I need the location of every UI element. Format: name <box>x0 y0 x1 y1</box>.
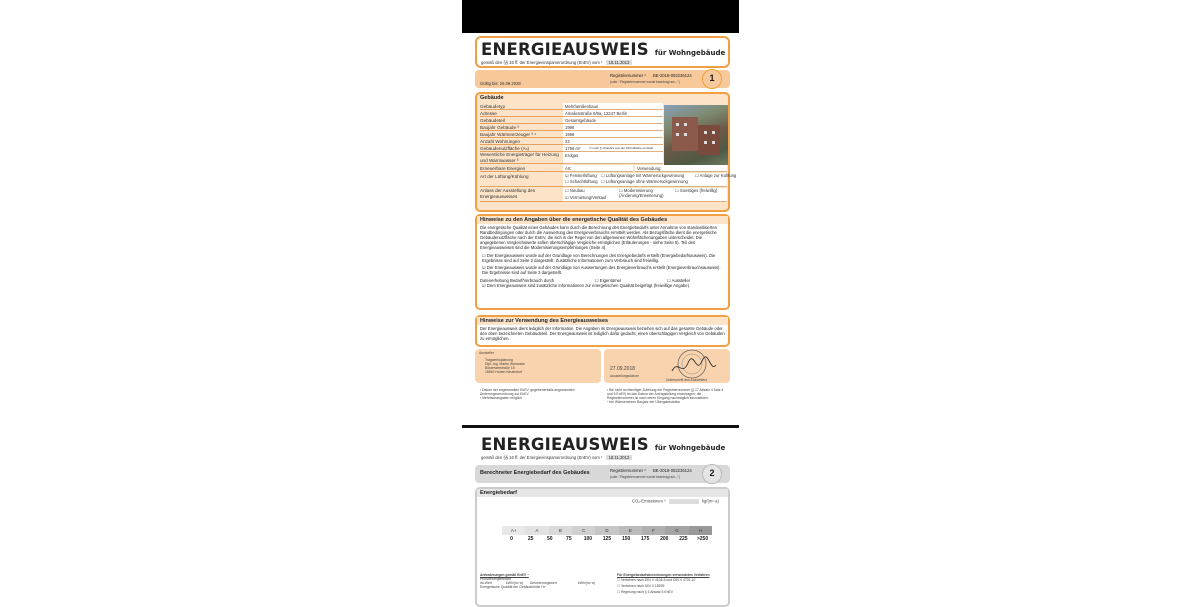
scale-tick-0: 0 <box>510 536 513 542</box>
legal-line-page2 <box>481 455 632 460</box>
row-value-floor-area: 1759 m² <box>563 145 587 152</box>
issuer-line-1: Tragwerksplanung <box>485 358 513 362</box>
row-value-apartments: 22 <box>563 138 663 145</box>
requirements-block <box>480 573 600 589</box>
legal-line <box>481 60 632 65</box>
scale-tick-100: 100 <box>583 536 593 542</box>
requirements-limit-unit: kWh/(m²·a) <box>578 581 595 585</box>
data-collection-label: Datenerhebung Bedarf/Verbrauch durch <box>480 278 555 283</box>
checkbox-shaft-ventilation[interactable]: ☐ Schachtlüftung <box>565 179 598 184</box>
quality-notes-section <box>475 214 730 310</box>
title-text: ENERGIEAUSWEIS <box>481 40 649 59</box>
row-label-construction-year: Baujahr Gebäude ³ <box>480 124 563 131</box>
row-label-ventilation: Art der Lüftung/Kühlung <box>480 173 563 187</box>
row-label-apartments: Anzahl Wohnungen <box>480 138 563 145</box>
energy-class-g: G <box>665 526 688 535</box>
page-number-badge-page2: 2 <box>702 464 722 484</box>
footnotes-right <box>607 388 729 404</box>
energy-certificate-page-1 <box>462 33 739 425</box>
row-label-heater-year: Baujahr Wärmeerzeuger ³ ⁴ <box>480 131 563 138</box>
row-value-renewables-type: Art: <box>563 165 633 172</box>
checkbox-din-4108[interactable]: ☐ Verfahren nach DIN V 4108-6 und DIN V 4701-10 <box>617 578 696 582</box>
energy-class-bar <box>502 526 712 535</box>
checkbox-enev-regulation[interactable]: ☐ Regelung nach § 3 Absatz 5 EnEV <box>617 590 674 594</box>
registration-band <box>475 70 730 88</box>
enev-date-page2: 18.11.2013 <box>606 455 633 460</box>
certificate-title <box>481 40 725 59</box>
checkbox-new-build[interactable]: ☐ Neubau <box>565 188 585 193</box>
co2-unit: kg/(m²·a) <box>701 498 719 504</box>
scale-tick-150: 150 <box>621 536 631 542</box>
usage-notes-title: Hinweise zur Verwendung des Energieausweises <box>477 317 728 325</box>
co2-line <box>632 499 719 504</box>
scale-tick-75: 75 <box>566 536 572 542</box>
row-label-building-part: Gebäudeteil <box>480 117 563 124</box>
row-value-building-part: Gesamtgebäude <box>563 117 663 124</box>
requirements-envelope-quality: Energetische Qualität der Gebäudehülle Hᴛ' <box>480 585 546 589</box>
registration-band-page2 <box>475 465 730 483</box>
quality-notes-title: Hinweise zu den Angaben über die energetische Qualität des Gebäudes <box>477 216 728 224</box>
issuer-box <box>475 349 601 383</box>
option-consumption-certificate[interactable]: ☑ Der Energieausweis wurde auf der Grundlage von Auswertungen des Energieverbrauchs erstellt (Energieverbrauchsausweis). Die Ergebnisse sind auf Seite 3 dargestellt. <box>482 265 721 275</box>
quality-paragraph: Die energetische Qualität eines Gebäudes kann durch die Berechnung des Energiebedarfs unter Annahme von standardisierten Randbedingungen oder durch die Auswertung des Energieverbrauchs ermittelt werden. Als Bezugsfläche dient die energetische Gebäudenutzfläche nach der EnEV, die sich in der Regel von den allgemeinen Wohnflächenangaben unterscheidet. Die angegebenen Vergleichswerte sollen überschlägige Vergleiche ermöglichen (Erläuterungen - siehe Seite 5). Teil des Energieausweises sind die Modernisierungsempfehlungen (Seite 4). <box>480 225 717 250</box>
header-box <box>475 36 730 68</box>
row-value-energy-carrier: Erdgas <box>563 152 663 164</box>
checkbox-issuer[interactable]: ☐ Aussteller <box>667 278 691 283</box>
requirements-limit-label: Anforderungswert <box>530 581 557 585</box>
energy-class-aplus: A+ <box>502 526 525 535</box>
legal-marker-page2: ¹ <box>601 455 603 460</box>
requirements-actual-label: Ist-Wert <box>480 581 492 585</box>
ventilation-options <box>563 173 737 187</box>
building-photo <box>664 105 728 165</box>
registration-note-page2: (oder: "Registriernummer wurde beantragt am...") <box>610 475 680 479</box>
scale-tick-125: 125 <box>602 536 612 542</box>
row-label-reason: Anlass der Ausstellung des Energieausweises <box>480 188 563 202</box>
checkbox-din-18599[interactable]: ☐ Verfahren nach DIN V 18599 <box>617 584 665 588</box>
row-value-heater-year: 1996 <box>563 131 663 138</box>
energy-scale-numbers <box>502 536 712 542</box>
issuer-line-4: 18540 Hohen Neuendorf <box>485 370 523 374</box>
building-section-title: Gebäude <box>480 95 504 101</box>
issue-date-label: Ausstellungsdatum <box>610 374 639 378</box>
requirements-actual-row <box>480 581 600 585</box>
energy-class-b: B <box>549 526 572 535</box>
energy-class-c: C <box>572 526 595 535</box>
co2-value-box <box>669 499 699 504</box>
option-demand-certificate[interactable]: ☐ Der Energieausweis wurde auf der Grundlage von Berechnungen des Energiebedarfs erstellt (Energiebedarfsausweis). Die Ergebnisse sind auf Seite 2 dargestellt. Zusätzliche Informationen zum Verbrauch sind freiwillig. <box>482 253 716 263</box>
energy-demand-title: Energiebedarf <box>477 489 728 497</box>
row-value-address: Amalienstraße 9/9a, 12247 Berlin <box>563 110 663 117</box>
checkbox-no-heat-recovery[interactable]: ☐ Lüftungsanlage ohne Wärmerückgewinnung <box>601 179 688 184</box>
building-section <box>475 92 737 212</box>
checkbox-owner[interactable]: ☐ Eigentümer <box>595 278 622 283</box>
certificate-title-page2 <box>481 435 725 454</box>
footnote-2: ² Bei nicht rechtzeitiger Zuteilung der Registriernummer (§ 17 Absatz 4 Satz 4 und 5 EnEV) ist das Datum der Antragstellung einzutragen; die Registriernummer ist nach deren Eingang nachträglich einzusetzen. <box>607 388 724 400</box>
issuer-label: Aussteller <box>479 351 494 355</box>
header-box-page2 <box>475 431 730 463</box>
usage-notes-section <box>475 315 730 347</box>
scale-tick-gt250: >250 <box>696 536 709 542</box>
scale-tick-200: 200 <box>660 536 669 542</box>
checkbox-additional-info[interactable]: ☑ Dem Energieausweis sind zusätzliche Informationen zur energetischen Qualität beigefügt (freiwillige Angabe). <box>482 283 691 288</box>
row-label-renewables: Erneuerbare Energien <box>480 165 563 172</box>
usage-notes-text: Der Energieausweis dient lediglich der Information. Die Angaben im Energieausweis beziehen sich auf das gesamte Gebäude oder den oben bezeichneten Gebäudeteil. Der Energieausweis ist lediglich dafür gedacht, einen überschlägigen Vergleich von Gebäuden zu ermöglichen. <box>480 326 725 341</box>
energy-class-h: H <box>689 526 712 535</box>
footnote-3: ³ Mehrfachangaben möglich <box>480 396 523 400</box>
floor-area-note: ☑ nach § 19 EnEV aus der Wohnfläche ermittelt <box>587 145 663 152</box>
energy-class-f: F <box>642 526 665 535</box>
issuer-line-2: Dipl.-Ing. Martin Wamoske <box>485 362 525 366</box>
scale-tick-175: 175 <box>641 536 650 542</box>
black-bar-top <box>462 0 739 33</box>
valid-until: Gültig bis: 26.09.2028 <box>480 81 521 86</box>
page-number-badge: 1 <box>702 69 722 89</box>
energy-demand-section <box>475 487 730 607</box>
issue-date: 27.09.2018 <box>610 366 636 372</box>
date-signature-box <box>604 349 730 383</box>
data-collection-line <box>477 278 728 283</box>
energy-class-e: E <box>619 526 642 535</box>
scale-tick-50: 50 <box>546 536 553 542</box>
reason-options <box>563 188 727 202</box>
title-text-page2: ENERGIEAUSWEIS <box>481 435 649 454</box>
energy-class-a: A <box>525 526 548 535</box>
enev-date: 18.11.2013 <box>606 60 633 65</box>
legal-text: gemäß den §§ 16 ff. der Energieeinsparverordnung (EnEV) vom <box>481 60 600 65</box>
registration-label-page2: Registriernummer ² <box>610 468 646 473</box>
legal-marker: ¹ <box>601 60 603 65</box>
checkbox-other[interactable]: ☐ Sonstiges (freiwillig) <box>675 188 718 193</box>
row-value-building-type: Mehrfamilienhaus <box>563 103 663 110</box>
co2-label: CO₂-Emissionen ³ <box>632 498 666 504</box>
row-label-floor-area: Gebäudenutzfläche (Aₙ) <box>480 145 563 152</box>
row-value-construction-year: 1996 <box>563 124 663 131</box>
footnotes-left <box>480 388 605 400</box>
footnote-4: ⁴ bei Wärmenetzen Baujahr der Übergabestation <box>607 400 681 404</box>
registration-note: (oder: "Registriernummer wurde beantragt am...") <box>610 80 680 84</box>
checkbox-modernisation[interactable]: ☐ Modernisierung (Änderung/Erweiterung) <box>619 188 664 198</box>
checkbox-heat-recovery[interactable]: ☐ Lüftungsanlage mit Wärmerückgewinnung <box>601 173 685 178</box>
checkbox-cooling[interactable]: ☐ Anlage zur Kühlung <box>695 173 737 178</box>
scale-tick-225: 225 <box>679 536 688 542</box>
title-subtitle-page2: für Wohngebäude <box>654 444 726 452</box>
checkbox-window-ventilation[interactable]: ☑ Fensterlüftung <box>565 173 597 178</box>
energy-certificate-page-2 <box>462 428 739 600</box>
row-label-building-type: Gebäudetyp <box>480 103 563 110</box>
procedure-block <box>617 573 727 594</box>
issuer-line-3: Bösterwerstraße 15 <box>485 366 515 370</box>
requirements-actual-unit: kWh/(m²·a) <box>506 581 523 585</box>
registration-label: Registriernummer ² <box>610 73 646 78</box>
row-label-energy-carrier: Wesentliche Energieträger für Heizung und Warmwasser ³ <box>480 152 563 164</box>
procedure-title: Für Energiebedarfsberechnungen verwendetes Verfahren <box>617 573 710 577</box>
checkbox-rent-sale[interactable]: ☑ Vermietung/Verkauf <box>565 195 607 200</box>
energy-class-d: D <box>595 526 618 535</box>
registration-number: BE-2018-002236124 <box>653 73 692 78</box>
row-value-renewables-usage: Verwendung: <box>635 165 727 172</box>
legal-text-page2: gemäß den §§ 16 ff. der Energieeinsparverordnung (EnEV) vom <box>481 455 600 460</box>
energy-scale <box>502 526 712 542</box>
title-subtitle: für Wohngebäude <box>654 49 726 57</box>
signature-label: Unterschrift des Ausstellers <box>666 378 708 382</box>
scale-tick-25: 25 <box>527 536 534 542</box>
row-label-address: Adresse <box>480 110 563 117</box>
requirements-primary-energy: Primärenergiebedarf <box>480 577 511 581</box>
footnote-1: ¹ Datum der angewandten EnEV, gegebenenfalls angewandten Änderungsverordnung zur EnEV <box>480 388 575 396</box>
calculated-demand-title: Berechneter Energiebedarf des Gebäudes <box>480 470 590 476</box>
registration-number-page2: BE-2018-002236124 <box>653 468 692 473</box>
requirements-title: Anforderungen gemäß EnEV ⁴ <box>480 573 529 577</box>
